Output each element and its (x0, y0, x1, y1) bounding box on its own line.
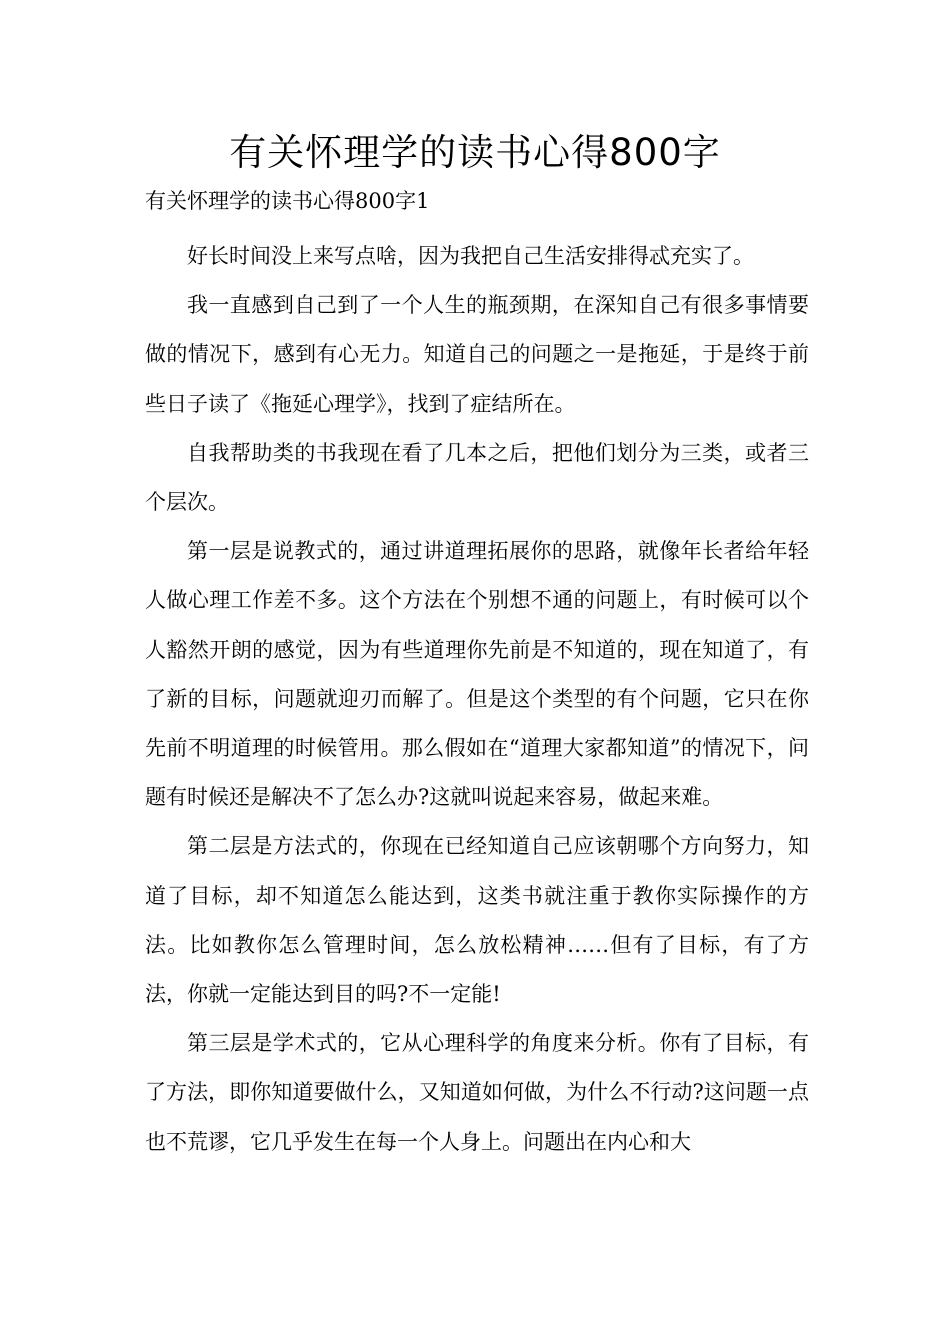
paragraph: 自我帮助类的书我现在看了几本之后，把他们划分为三类，或者三个层次。 (145, 440, 809, 515)
document-subtitle: 有关怀理学的读书心得800字1 (145, 189, 430, 213)
paragraph: 第三层是学术式的，它从心理科学的角度来分析。你有了目标，有了方法，即你知道要做什么，又知道如何做，为什么不行动?这问题一点也不荒谬，它几乎发生在每一个人身上。问题出在内心和大 (145, 1031, 809, 1154)
paragraph: 第一层是说教式的，通过讲道理拓展你的思路，就像年长者给年轻人做心理工作差不多。这个方法在个别想不通的问题上，有时候可以个人豁然开朗的感觉，因为有些道理你先前是不知道的，现在知道了，有了新的目标，问题就迎刃而解了。但是这个类型的有个问题，它只在你先前不明道理的时候管用。那么假如在“道理大家都知道”的情况下，问题有时候还是解决不了怎么办?这就叫说起来容易，做起来难。 (145, 539, 809, 810)
paragraph: 第二层是方法式的，你现在已经知道自己应该朝哪个方向努力，知道了目标，却不知道怎么能达到，这类书就注重于教你实际操作的方法。比如教你怎么管理时间，怎么放松精神……但有了目标，有了方法，你就一定能达到目的吗?不一定能! (145, 834, 809, 1007)
paragraph: 我一直感到自己到了一个人生的瓶颈期，在深知自己有很多事情要做的情况下，感到有心无力。知道自己的问题之一是拖延，于是终于前些日子读了《拖延心理学》，找到了症结所在。 (145, 293, 809, 416)
document-title: 有关怀理学的读书心得800字 (229, 131, 721, 174)
document-body (145, 232, 809, 1167)
paragraph: 好长时间没上来写点啥，因为我把自己生活安排得忒充实了。 (187, 244, 754, 268)
